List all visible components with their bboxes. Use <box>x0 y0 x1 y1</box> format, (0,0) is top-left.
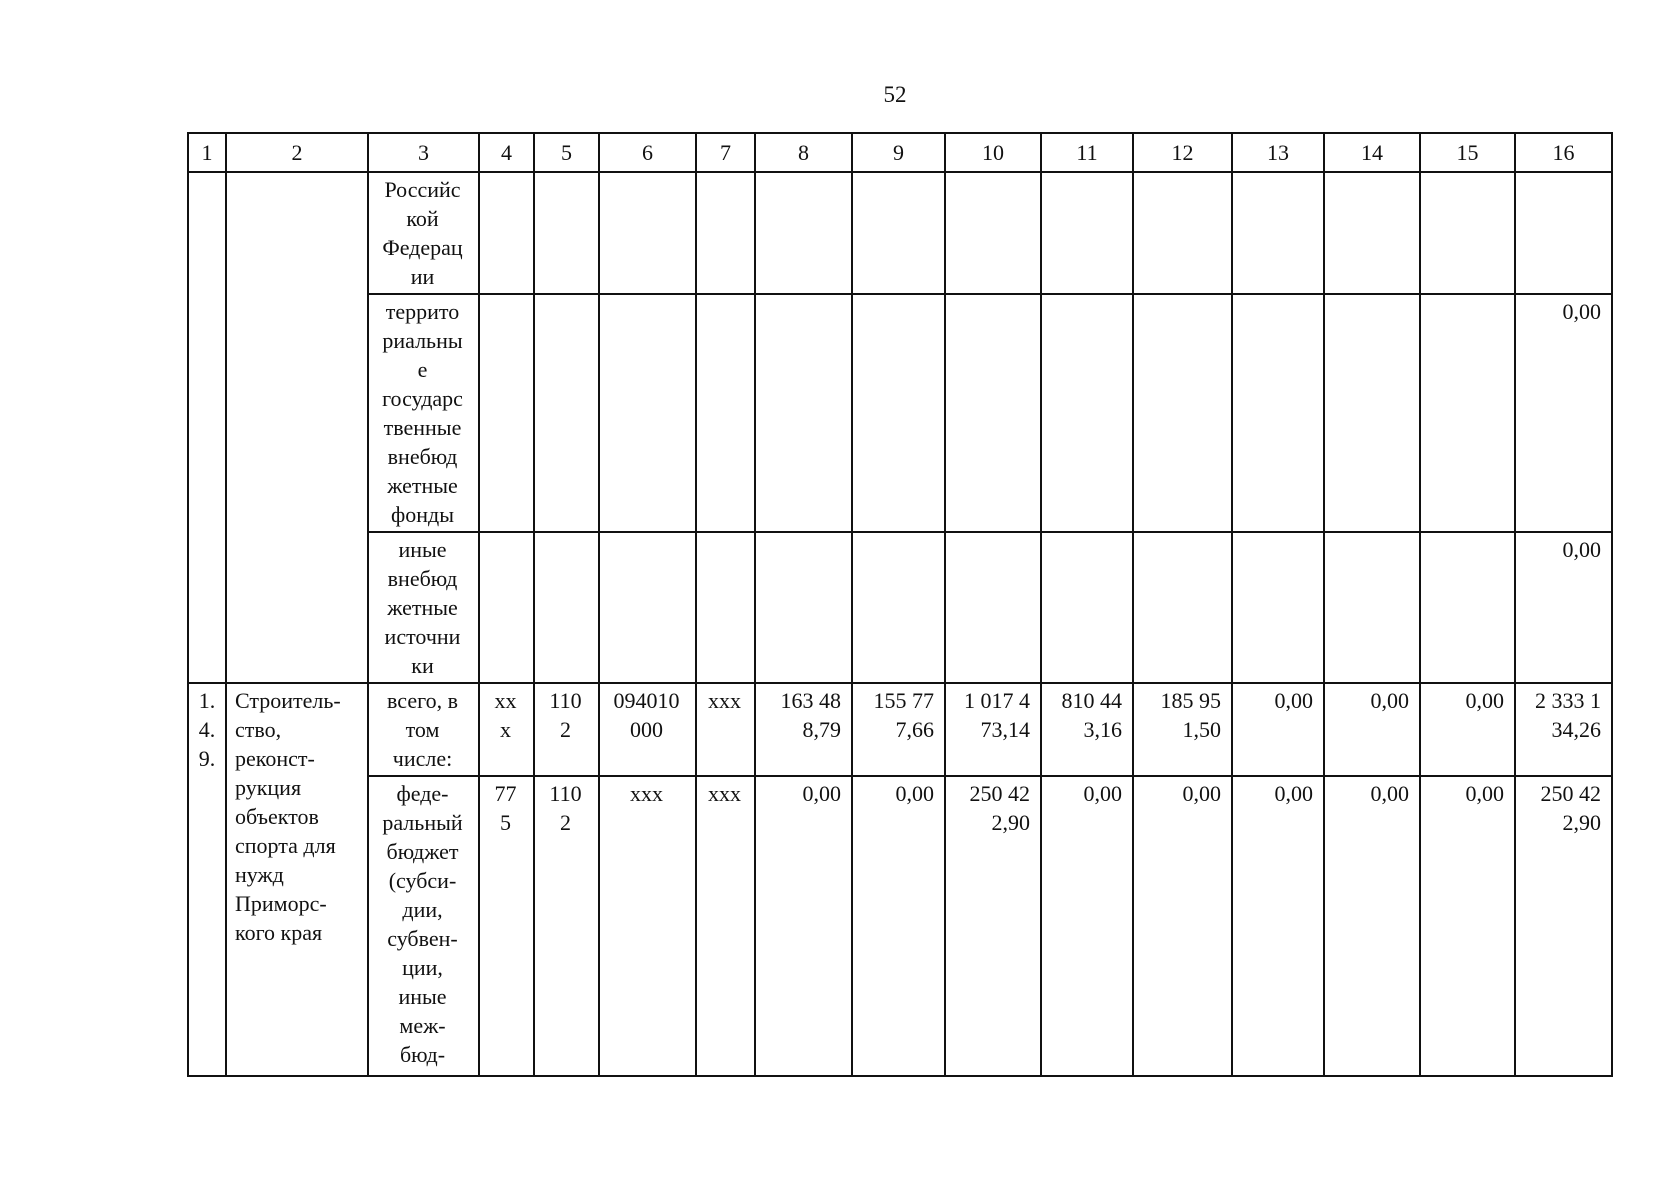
table-row <box>188 294 1612 532</box>
value-cell: 0,00 <box>1420 776 1515 1076</box>
column-header: 8 <box>755 133 852 172</box>
funding-source-cell: феде- ральный бюджет (субси- дии, субвен- ции, иные меж- бюд- <box>368 776 479 1076</box>
total-value-cell: 0,00 <box>1515 532 1612 683</box>
total-value-cell: 250 42 2,90 <box>1515 776 1612 1076</box>
table-row <box>188 532 1612 683</box>
value-cell: 155 77 7,66 <box>852 683 945 776</box>
value-cell: 094010 000 <box>599 683 696 776</box>
item-name-cell: Строитель- ство, реконст- рукция объектов спорта для нужд Приморс- кого края <box>226 683 368 1076</box>
empty-number-cell <box>188 172 226 683</box>
column-header: 6 <box>599 133 696 172</box>
value-cell: 110 2 <box>534 683 599 776</box>
value-cell: 0,00 <box>1324 683 1420 776</box>
value-cell: 250 42 2,90 <box>945 776 1041 1076</box>
value-cell: ххх <box>696 683 755 776</box>
column-header: 16 <box>1515 133 1612 172</box>
value-cell: 0,00 <box>1133 776 1232 1076</box>
column-header: 5 <box>534 133 599 172</box>
column-header: 7 <box>696 133 755 172</box>
funding-source-cell: террито риальны е государс твенные внебюд жетные фонды <box>368 294 479 532</box>
column-header: 13 <box>1232 133 1324 172</box>
value-cell: 163 48 8,79 <box>755 683 852 776</box>
item-number-cell: 1. 4. 9. <box>188 683 226 1076</box>
value-cell: 0,00 <box>852 776 945 1076</box>
value-cell: ххх <box>599 776 696 1076</box>
total-value-cell <box>1515 172 1612 294</box>
page-number: 52 <box>883 82 907 107</box>
column-header: 12 <box>1133 133 1232 172</box>
funding-source-cell: иные внебюд жетные источни ки <box>368 532 479 683</box>
funding-source-cell: всего, в том числе: <box>368 683 479 776</box>
total-value-cell: 0,00 <box>1515 294 1612 532</box>
budget-table <box>187 132 1613 1077</box>
value-cell: 0,00 <box>755 776 852 1076</box>
table-row <box>188 683 1612 776</box>
value-cell: 1 017 4 73,14 <box>945 683 1041 776</box>
value-cell: 185 95 1,50 <box>1133 683 1232 776</box>
value-cell: 0,00 <box>1420 683 1515 776</box>
table-row <box>188 776 1612 1076</box>
empty-name-cell <box>226 172 368 683</box>
value-cell: 77 5 <box>479 776 534 1076</box>
value-cell: 0,00 <box>1232 683 1324 776</box>
value-cell: ххх <box>696 776 755 1076</box>
value-cell: 810 44 3,16 <box>1041 683 1133 776</box>
column-header: 14 <box>1324 133 1420 172</box>
value-cell: 110 2 <box>534 776 599 1076</box>
column-number-row <box>188 133 1612 172</box>
column-header: 4 <box>479 133 534 172</box>
column-header: 15 <box>1420 133 1515 172</box>
column-header: 2 <box>226 133 368 172</box>
value-cell: хх х <box>479 683 534 776</box>
column-header: 11 <box>1041 133 1133 172</box>
total-value-cell: 2 333 1 34,26 <box>1515 683 1612 776</box>
column-header: 3 <box>368 133 479 172</box>
column-header: 10 <box>945 133 1041 172</box>
funding-source-cell: Российс кой Федерац ии <box>368 172 479 294</box>
value-cell: 0,00 <box>1041 776 1133 1076</box>
value-cell: 0,00 <box>1232 776 1324 1076</box>
column-header: 9 <box>852 133 945 172</box>
value-cell: 0,00 <box>1324 776 1420 1076</box>
table-row <box>188 172 1612 294</box>
column-header: 1 <box>188 133 226 172</box>
